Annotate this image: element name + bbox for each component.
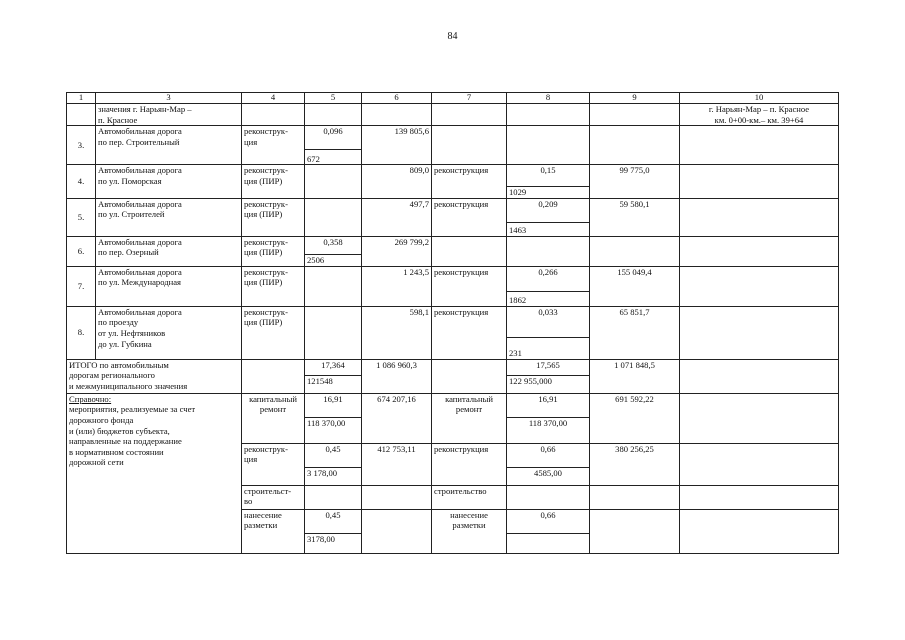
- table-cell: [680, 306, 839, 359]
- ref-work-type-2: капитальный ремонт: [432, 393, 507, 443]
- length-km: 0,358: [305, 236, 362, 254]
- table-row: [67, 198, 839, 222]
- length-km-2: 0,266: [507, 266, 590, 291]
- table-row: [67, 393, 839, 417]
- ref-length-m: 118 370,00: [305, 417, 362, 443]
- ref-work-type: нанесение разметки: [242, 509, 305, 553]
- cost-value: 497,7: [362, 198, 432, 236]
- length-m-2: 1463: [507, 222, 590, 236]
- table-row: [67, 359, 839, 375]
- road-name: Автомобильная дорога по проезду от ул. Нефтяников до ул. Губкина: [96, 306, 242, 359]
- work-type-2: реконструкция: [432, 165, 507, 199]
- table-row: [67, 104, 839, 126]
- ref-work-type: строительст- во: [242, 485, 305, 509]
- table-cell: [362, 104, 432, 126]
- header-cell: 1: [67, 93, 96, 104]
- cost-value-2: [590, 236, 680, 266]
- table-cell: [590, 104, 680, 126]
- table-row: [67, 306, 839, 337]
- ref-cost: 412 753,11: [362, 443, 432, 485]
- row-number: 3.: [67, 126, 96, 165]
- ref-length-km: 0,45: [305, 509, 362, 533]
- header-cell: 3: [96, 93, 242, 104]
- road-name: значения г. Нарьян-Мар – п. Красное: [96, 104, 242, 126]
- ref-work-type: реконструк- ция: [242, 443, 305, 485]
- road-works-table: [66, 92, 839, 554]
- ref-work-type-2: нанесение разметки: [432, 509, 507, 553]
- ref-work-type: капитальный ремонт: [242, 393, 305, 443]
- header-cell: 9: [590, 93, 680, 104]
- length-m-2: 1862: [507, 291, 590, 306]
- table-cell: [432, 104, 507, 126]
- ref-cost: [362, 485, 432, 509]
- table-cell: [680, 126, 839, 165]
- ref-length-m-2: 118 370,00: [507, 417, 590, 443]
- ref-cost: 674 207,16: [362, 393, 432, 443]
- reference-title: Справочно:: [69, 393, 112, 404]
- ref-length-m: 3 178,00: [305, 467, 362, 485]
- table-cell: [680, 165, 839, 199]
- table-cell: [680, 198, 839, 236]
- work-type-2: реконструкция: [432, 306, 507, 359]
- length-km-2: 0,209: [507, 198, 590, 222]
- row-number: 4.: [67, 165, 96, 199]
- length-km-2: 0,033: [507, 306, 590, 337]
- table-cell: [305, 266, 362, 306]
- cost-value-2: 155 049,4: [590, 266, 680, 306]
- table-row: [67, 93, 839, 104]
- length-m: 2506: [305, 254, 362, 266]
- header-cell: 10: [680, 93, 839, 104]
- work-type: реконструк- ция (ПИР): [242, 266, 305, 306]
- cost-value: 1 243,5: [362, 266, 432, 306]
- length-m-2: 1029: [507, 187, 590, 199]
- length-m-2: 231: [507, 337, 590, 359]
- total-length-km: 17,364: [305, 359, 362, 375]
- table-cell: [305, 104, 362, 126]
- total-cost-2: 1 071 848,5: [590, 359, 680, 393]
- header-cell: 7: [432, 93, 507, 104]
- total-length-m: 121548: [305, 375, 362, 393]
- work-type: реконструк- ция (ПИР): [242, 236, 305, 266]
- ref-length-m-2: [507, 533, 590, 553]
- table-cell: [432, 359, 507, 393]
- cost-value: 269 799,2: [362, 236, 432, 266]
- cost-value-2: 59 580,1: [590, 198, 680, 236]
- ref-length-km-2: [507, 485, 590, 509]
- road-name: Автомобильная дорога по ул. Поморская: [96, 165, 242, 199]
- table-cell: [507, 104, 590, 126]
- cost-value-2: 65 851,7: [590, 306, 680, 359]
- road-name: Автомобильная дорога по пер. Озерный: [96, 236, 242, 266]
- road-name: Автомобильная дорога по ул. Строителей: [96, 198, 242, 236]
- ref-cost-2: [590, 509, 680, 553]
- table-row: [67, 236, 839, 254]
- table-cell: [305, 198, 362, 236]
- work-type-2: [432, 126, 507, 165]
- cost-value-2: 99 775,0: [590, 165, 680, 199]
- work-type: реконструк- ция (ПИР): [242, 306, 305, 359]
- table-cell: [242, 359, 305, 393]
- table-cell: [680, 393, 839, 443]
- ref-length-km: 16,91: [305, 393, 362, 417]
- ref-length-km: [305, 485, 362, 509]
- table-row: [67, 126, 839, 150]
- table-cell: [242, 104, 305, 126]
- row-number: 7.: [67, 266, 96, 306]
- row-number: 8.: [67, 306, 96, 359]
- table-cell: [507, 126, 590, 165]
- table-cell: [680, 266, 839, 306]
- work-type-2: реконструкция: [432, 198, 507, 236]
- header-cell: 5: [305, 93, 362, 104]
- ref-length-km-2: 16,91: [507, 393, 590, 417]
- ref-length-m-2: 4585,00: [507, 467, 590, 485]
- table-cell: [67, 104, 96, 126]
- ref-cost-2: 691 592,22: [590, 393, 680, 443]
- ref-cost: [362, 509, 432, 553]
- table-cell: [305, 306, 362, 359]
- work-type: реконструк- ция: [242, 126, 305, 165]
- road-name: Автомобильная дорога по пер. Строительный: [96, 126, 242, 165]
- total-length-km-2: 17,565: [507, 359, 590, 375]
- header-cell: 6: [362, 93, 432, 104]
- work-type: реконструк- ция (ПИР): [242, 198, 305, 236]
- cost-value-2: [590, 126, 680, 165]
- row-number: 6.: [67, 236, 96, 266]
- ref-work-type-2: реконструкция: [432, 443, 507, 485]
- table-cell: [305, 165, 362, 199]
- row-number: 5.: [67, 198, 96, 236]
- ref-cost-2: 380 256,25: [590, 443, 680, 485]
- ref-cost-2: [590, 485, 680, 509]
- table-row: [67, 266, 839, 291]
- road-name: Автомобильная дорога по ул. Международная: [96, 266, 242, 306]
- ref-length-km-2: 0,66: [507, 509, 590, 533]
- ref-length-km: 0,45: [305, 443, 362, 467]
- ref-work-type-2: строительство: [432, 485, 507, 509]
- cost-value: 598,1: [362, 306, 432, 359]
- work-type-2: реконструкция: [432, 266, 507, 306]
- header-cell: 4: [242, 93, 305, 104]
- reference-text: мероприятия, реализуемые за счет дорожного фонда и (или) бюджетов субъекта, направленные на поддержание в нормативном состоянии дорожной сети: [69, 404, 196, 468]
- length-km-2: 0,15: [507, 165, 590, 187]
- header-cell: 8: [507, 93, 590, 104]
- length-km: 0,096: [305, 126, 362, 150]
- ref-length-m: 3178,00: [305, 533, 362, 553]
- total-label: ИТОГО по автомобильным дорогам регионального и межмуниципального значения: [67, 359, 242, 393]
- cost-value: 139 805,6: [362, 126, 432, 165]
- table-cell: [680, 443, 839, 485]
- table-cell: [680, 509, 839, 553]
- length-m: 672: [305, 150, 362, 165]
- cost-value: 809,0: [362, 165, 432, 199]
- work-type: реконструк- ция (ПИР): [242, 165, 305, 199]
- reference-block: [67, 393, 242, 553]
- page-number: 84: [447, 31, 458, 42]
- section-note: г. Нарьян-Мар – п. Красное км. 0+00-км.– км. 39+64: [680, 104, 839, 126]
- table-row: [67, 165, 839, 187]
- table-cell: [680, 236, 839, 266]
- table-cell: [680, 359, 839, 393]
- table-cell: [680, 485, 839, 509]
- table-cell: [507, 236, 590, 266]
- work-type-2: [432, 236, 507, 266]
- total-cost: 1 086 960,3: [362, 359, 432, 393]
- total-length-m-2: 122 955,000: [507, 375, 590, 393]
- ref-length-km-2: 0,66: [507, 443, 590, 467]
